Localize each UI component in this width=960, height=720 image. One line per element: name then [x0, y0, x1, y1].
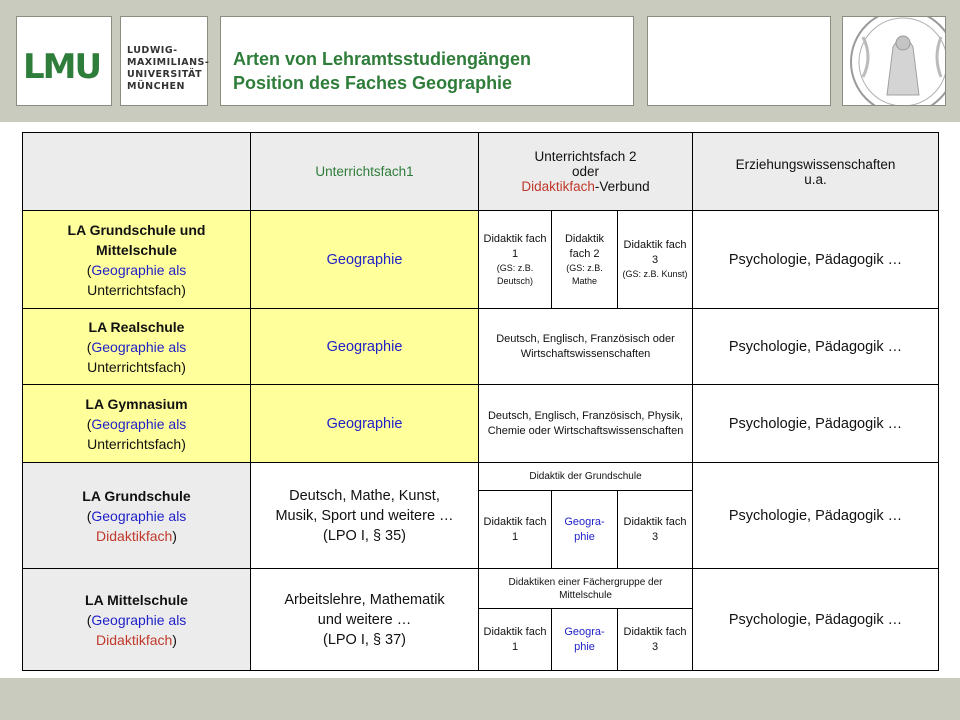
row-label [23, 463, 251, 569]
row-title: LA Gymnasium [85, 395, 188, 412]
title-line-1: Arten von Lehramtsstudiengängen [233, 49, 532, 69]
didaktikfach-note: (GS: z.B. Mathe [566, 262, 603, 286]
fach-line: Musik, Sport und weitere … [275, 507, 454, 524]
didaktikfach-3-cell: Didaktik fach 3 [618, 491, 693, 569]
row-sub-colored: Geographie als [91, 507, 187, 524]
row-sub-2: Unterrichtsfach [87, 281, 182, 298]
row-label [23, 385, 251, 463]
erziehungswissenschaften-cell: Psychologie, Pädagogik … [693, 463, 939, 569]
didaktikfach-label: Didaktik fach 1 [483, 232, 547, 260]
paren-close: ) [181, 281, 186, 298]
paren-close: ) [181, 358, 186, 375]
paren-open: ( [86, 507, 92, 524]
didaktikfach-1-cell: Didaktik fach 1 [479, 609, 552, 671]
didaktikfach-1-cell: Didaktik fach 1 [479, 491, 552, 569]
table-header-row [23, 133, 939, 211]
row-sub-colored: Geographie als [91, 338, 187, 355]
table-row-grundschule [23, 463, 939, 491]
paren-close: ) [181, 435, 186, 452]
lehramt-table [22, 132, 939, 671]
didaktikfach-label: Didaktik fach 2 [564, 232, 605, 260]
row-sub-colored: Geographie als [91, 415, 187, 432]
row-title: LA Grundschule und Mittelschule [67, 221, 206, 258]
paren-open: ( [86, 415, 92, 432]
row-subtitle [26, 414, 247, 434]
header-unterrichtsfach1: Unterrichtsfach1 [251, 133, 479, 211]
fach-line: Arbeitslehre, Mathematik [284, 591, 445, 608]
didaktikfach-geographie-cell: Geogra- phie [552, 609, 618, 671]
header-didaktikfach: Didaktikfach [521, 179, 595, 194]
row-subtitle [26, 610, 247, 630]
header-unterrichtsfach2 [479, 133, 693, 211]
row-sub-colored: Geographie als [91, 611, 187, 628]
didaktikfach-note: (GS: z.B. Kunst) [622, 269, 688, 279]
wordmark-line: UNIVERSITÄT [127, 69, 203, 80]
wordmark-line: LUDWIG- [127, 45, 178, 56]
row-subtitle-2 [26, 434, 247, 454]
row-label [23, 211, 251, 309]
header-col3-line3 [482, 179, 689, 194]
university-wordmark [120, 16, 208, 106]
didaktikfach-3-cell: Didaktik fach 3 [618, 609, 693, 671]
wordmark-line: MÜNCHEN [127, 81, 185, 92]
paren-open: ( [86, 261, 92, 278]
row-sub-2: Didaktikfach [96, 631, 173, 648]
slide-content [0, 122, 960, 678]
row-subtitle-2 [26, 280, 247, 300]
row-subtitle [26, 506, 247, 526]
table-row-mittelschule [23, 569, 939, 609]
header-col3-line1: Unterrichtsfach 2 [534, 149, 637, 164]
paren-close: ) [172, 527, 177, 544]
row-title: LA Grundschule [82, 487, 191, 504]
table-row-realschule [23, 309, 939, 385]
fach-line: (LPO I, § 35) [322, 527, 406, 544]
row-sub-2: Didaktikfach [96, 527, 173, 544]
header-blank-box [647, 16, 831, 106]
row-sub-colored: Geographie als [91, 261, 187, 278]
paren-open: ( [86, 611, 92, 628]
unterrichtsfach1-cell: Geographie [251, 309, 479, 385]
row-subtitle [26, 337, 247, 357]
erziehungswissenschaften-cell: Psychologie, Pädagogik … [693, 211, 939, 309]
didaktikfach-2-cell [552, 211, 618, 309]
fach-line: Deutsch, Mathe, Kunst, [289, 487, 440, 504]
university-seal [842, 16, 946, 106]
row-subtitle-2 [26, 630, 247, 650]
unterrichtsfach1-cell [251, 463, 479, 569]
unterrichtsfach2-cell: Deutsch, Englisch, Französisch oder Wirtschaftswissenschaften [479, 309, 693, 385]
row-title: LA Realschule [88, 318, 185, 335]
header-col4-line2: u.a. [804, 171, 827, 187]
header-verbund: -Verbund [594, 179, 650, 194]
row-subtitle-2 [26, 526, 247, 546]
didaktikfach-1-cell [479, 211, 552, 309]
row-label [23, 309, 251, 385]
didaktikfach-note: (GS: z.B. Deutsch) [496, 262, 534, 286]
slide-footer [0, 678, 960, 720]
lmu-logo [16, 16, 112, 106]
header-erziehungswissenschaften [693, 133, 939, 211]
header-col3-line2: oder [571, 164, 600, 179]
row-sub-2: Unterrichtsfach [87, 358, 182, 375]
unterrichtsfach1-cell: Geographie [251, 211, 479, 309]
didaktikfach-3-cell [618, 211, 693, 309]
paren-close: ) [172, 631, 177, 648]
erziehungswissenschaften-cell: Psychologie, Pädagogik … [693, 309, 939, 385]
row-title: LA Mittelschule [85, 591, 188, 608]
slide-title [220, 16, 634, 106]
erziehungswissenschaften-cell: Psychologie, Pädagogik … [693, 385, 939, 463]
didaktikfach-geographie-cell: Geogra- phie [552, 491, 618, 569]
didaktik-group-cell: Didaktiken einer Fächergruppe der Mittelschule [479, 569, 693, 609]
unterrichtsfach2-cell: Deutsch, Englisch, Französisch, Physik, Chemie oder Wirtschaftswissenschaften [479, 385, 693, 463]
slide-header [0, 0, 960, 122]
table-row-gymnasium [23, 385, 939, 463]
unterrichtsfach1-cell [251, 569, 479, 671]
header-col4-line1: Erziehungswissenschaften [735, 156, 896, 172]
table-row-grund-mittelschule [23, 211, 939, 309]
title-line-2: Position des Faches Geographie [233, 73, 513, 93]
row-subtitle [26, 260, 247, 280]
fach-line: und weitere … [317, 611, 412, 628]
row-sub-2: Unterrichtsfach [87, 435, 182, 452]
didaktikfach-label: Didaktik fach 3 [623, 239, 687, 266]
row-label [23, 569, 251, 671]
seal-icon [843, 17, 946, 106]
didaktik-group-cell: Didaktik der Grundschule [479, 463, 693, 491]
lmu-logo-text: LMU [23, 47, 101, 87]
header-empty-cell [23, 133, 251, 211]
fach-line: (LPO I, § 37) [322, 631, 406, 648]
wordmark-line: MAXIMILIANS- [127, 57, 210, 68]
unterrichtsfach1-cell: Geographie [251, 385, 479, 463]
row-subtitle-2 [26, 357, 247, 377]
erziehungswissenschaften-cell: Psychologie, Pädagogik … [693, 569, 939, 671]
paren-open: ( [86, 338, 92, 355]
